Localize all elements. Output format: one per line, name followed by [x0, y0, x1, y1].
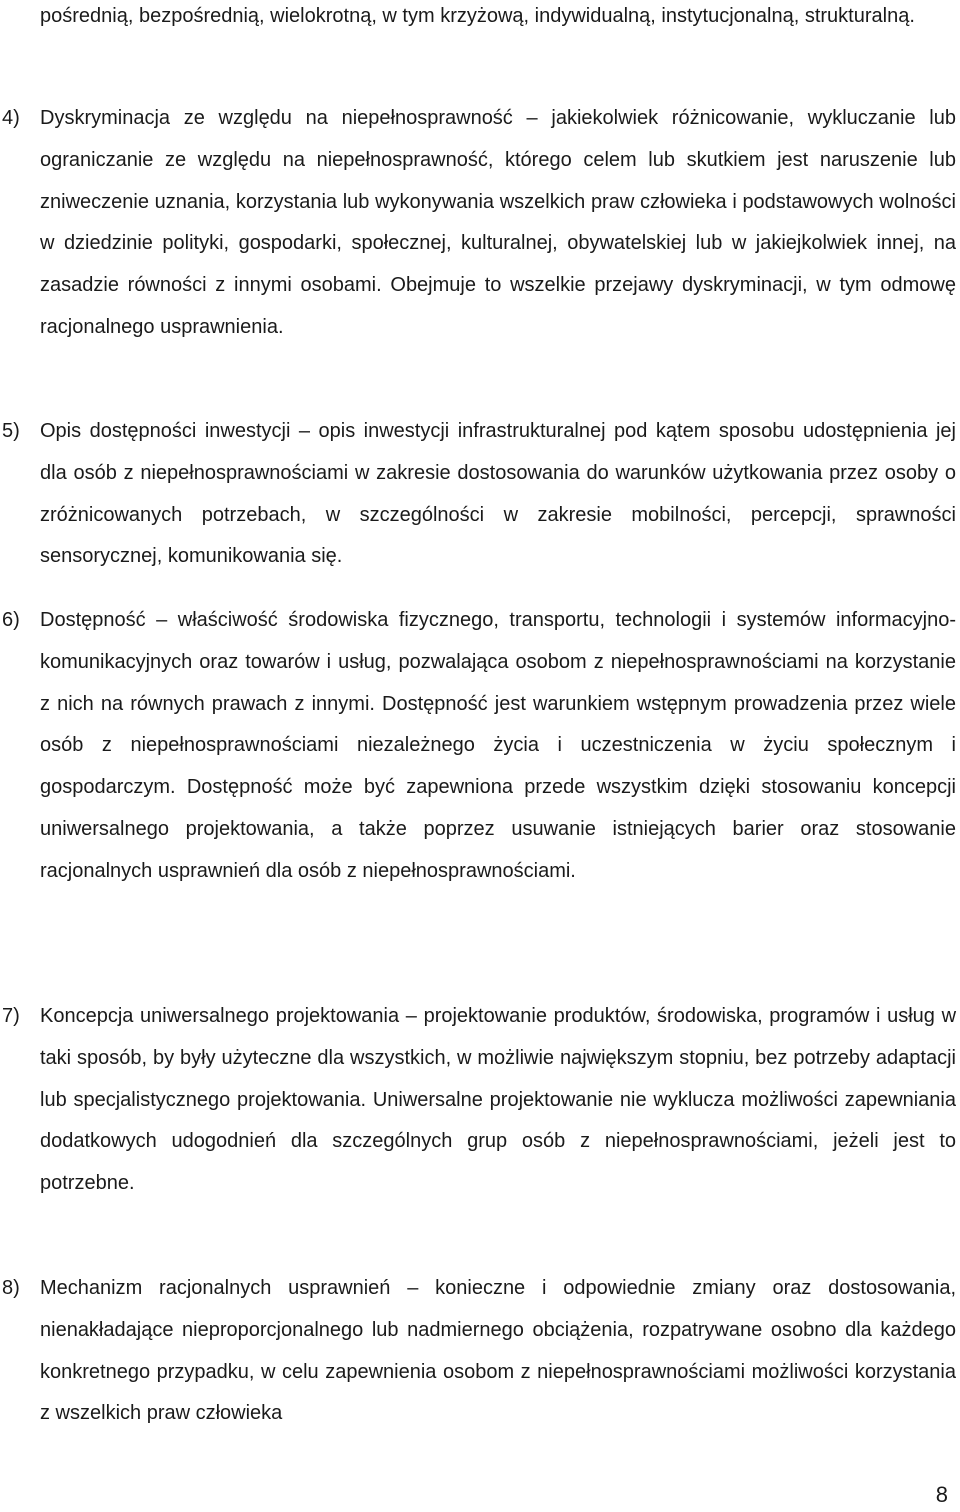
item-dash: –	[405, 1005, 417, 1027]
item-definition: jakiekolwiek różnicowanie, wykluczanie lub ograniczanie ze względu na niepełnosprawność, którego celem lub skutkiem jest naruszenie lub zniweczenie uznania, korzystania lub wykonywania wszelkich praw człowieka i podstawowych wolności w dziedzinie polityki, gospodarki, społecznej, kulturalnej, obywatelskiej lub w jakiejkolwiek innej, na zasadzie równości z innymi osobami. Obejmuje to wszelkie przejawy dyskryminacji, w tym odmowę racjonalnego usprawnienia.	[40, 107, 956, 338]
item-dash: –	[407, 1277, 419, 1299]
item-definition: opis inwestycji infrastrukturalnej pod kątem sposobu udostępnienia jej dla osób z niepełnosprawnościami w zakresie dostosowania do warunków użytkowania przez osoby o zróżnicowanych potrzebach, w szczególności w zakresie mobilności, percepcji, sprawności sensorycznej, komunikowania się.	[40, 420, 956, 568]
item-term: Dyskryminacja ze względu na niepełnosprawność	[40, 107, 513, 129]
intro-fragment: pośrednią, bezpośrednią, wielokrotną, w tym krzyżową, indywidualną, instytucjonalną, strukturalną.	[40, 5, 915, 27]
definition-item-5	[0, 411, 956, 578]
item-text	[40, 996, 956, 1205]
definition-item-7	[0, 996, 956, 1205]
item-definition: konieczne i odpowiednie zmiany oraz dostosowania, nienakładające nieproporcjonalnego lub nadmiernego obciążenia, rozpatrywane osobno dla każdego konkretnego przypadku, w celu zapewnienia osobom z niepełnosprawnościami możliwości korzystania z wszelkich praw człowieka	[40, 1277, 956, 1425]
item-text	[40, 600, 956, 893]
item-term: Mechanizm racjonalnych usprawnień	[40, 1277, 391, 1299]
item-text	[40, 98, 956, 349]
item-text	[40, 1268, 956, 1435]
item-text	[40, 411, 956, 578]
definition-item-4	[0, 98, 956, 349]
item-number: 8)	[2, 1277, 20, 1299]
item-dash: –	[298, 420, 311, 442]
item-dash: –	[526, 107, 538, 129]
item-number: 4)	[2, 107, 20, 129]
item-definition: projektowanie produktów, środowiska, programów i usług w taki sposób, by były użyteczne dla wszystkich, w możliwie największym stopniu, bez potrzeby adaptacji lub specjalistycznego projektowania. Uniwersalne projektowanie nie wyklucza możliwości zapewniania dodatkowych udogodnień dla szczególnych grup osób z niepełnosprawnościami, jeżeli jest to potrzebne.	[40, 1005, 957, 1195]
item-number: 5)	[2, 420, 20, 442]
item-term: Dostępność	[40, 609, 146, 631]
page-number: 8	[935, 1482, 948, 1507]
item-number: 6)	[2, 609, 20, 631]
definition-item-6	[0, 600, 956, 893]
item-dash: –	[156, 609, 168, 631]
item-definition: właściwość środowiska fizycznego, transportu, technologii i systemów informacyjno-komunikacyjnych oraz towarów i usług, pozwalająca osobom z niepełnosprawnościami na korzystanie z nich na równych prawach z innymi. Dostępność jest warunkiem wstępnym prowadzenia przez wiele osób z niepełnosprawnościami niezależnego życia i uczestniczenia w życiu społecznym i gospodarczym. Dostępność może być zapewniona przede wszystkim dzięki stosowaniu koncepcji uniwersalnego projektowania, a także poprzez usuwanie istniejących barier oraz stosowanie racjonalnych usprawnień dla osób z niepełnosprawnościami.	[40, 609, 957, 882]
definition-item-8	[0, 1268, 956, 1435]
item-number: 7)	[2, 1005, 20, 1027]
item-term: Koncepcja uniwersalnego projektowania	[40, 1005, 400, 1027]
item-term: Opis dostępności inwestycji	[40, 420, 291, 442]
